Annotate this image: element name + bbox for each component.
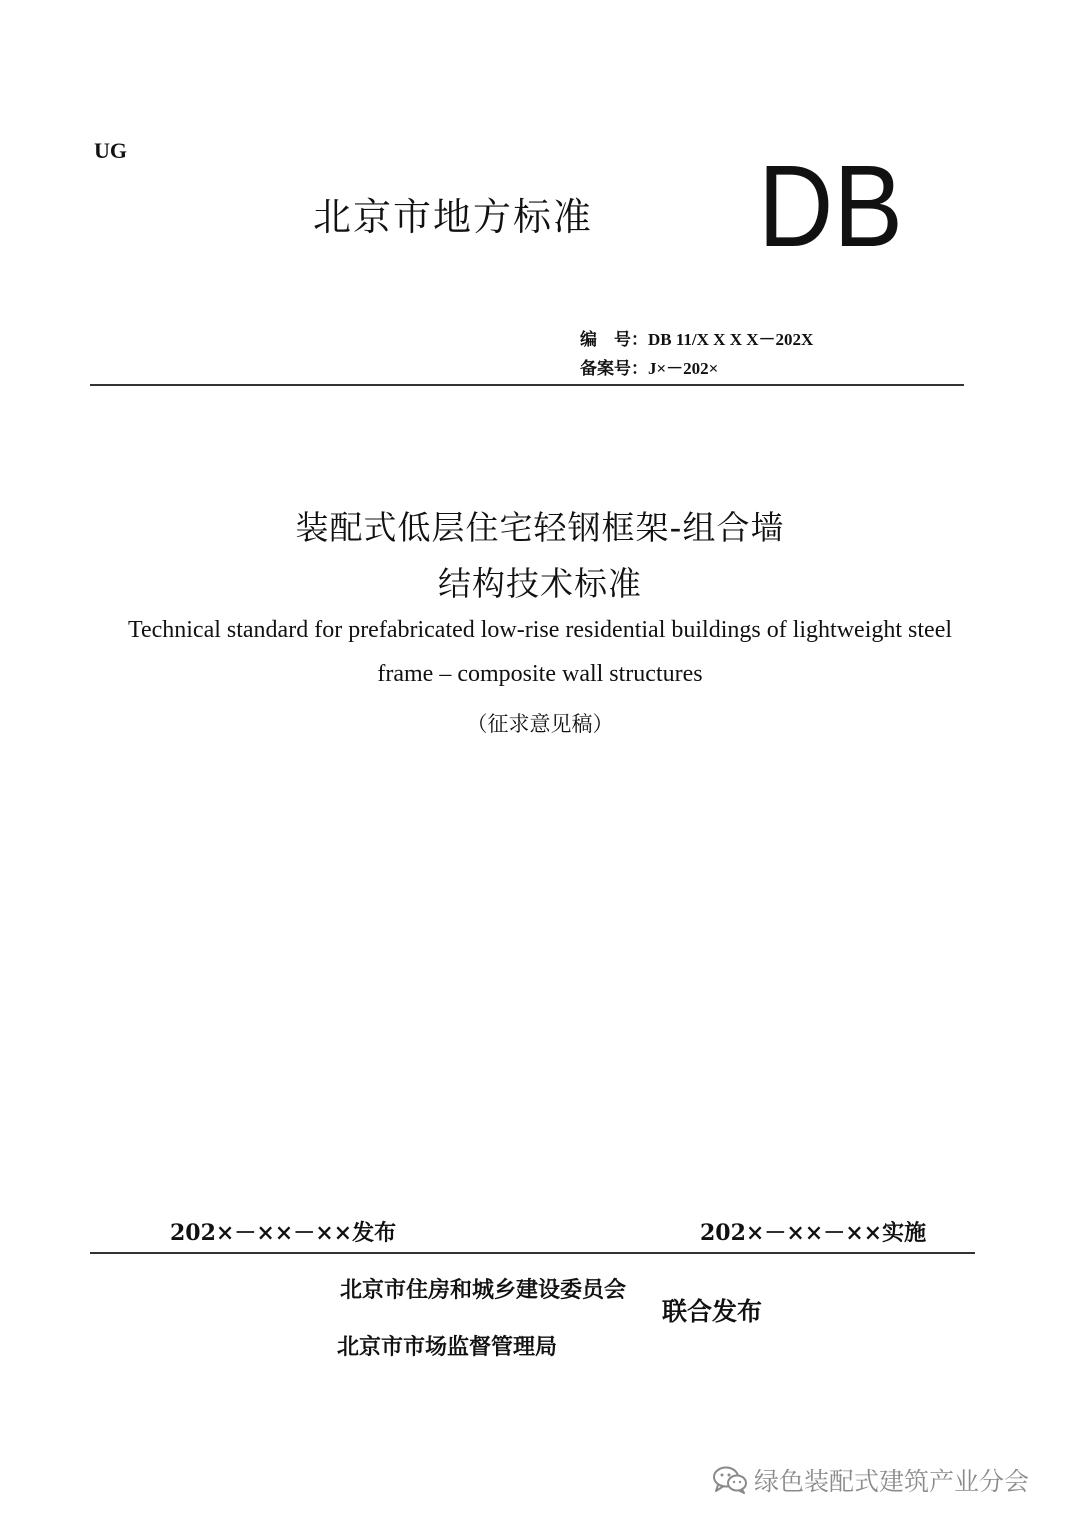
wechat-watermark — [712, 1462, 1029, 1498]
issue-date: 202×－××－××发布 — [170, 1220, 397, 1246]
joint-issue-label: 联合发布 — [662, 1297, 763, 1326]
record-number — [580, 354, 718, 379]
issuer-market-regulation: 北京市市场监督管理局 — [337, 1334, 558, 1360]
issuer-housing-commission: 北京市住房和城乡建设委员会 — [340, 1277, 627, 1303]
standard-type-title: 北京市地方标准 — [313, 195, 594, 239]
wechat-icon — [712, 1466, 748, 1494]
ics-code: UG — [94, 138, 127, 163]
bottom-divider — [90, 1252, 975, 1254]
top-divider — [90, 384, 964, 386]
db-mark: DB — [758, 141, 904, 271]
title-en-line1: Technical standard for prefabricated low-rise residential buildings of lightweight steel — [127, 617, 953, 643]
record-number-label: 备案号： — [580, 359, 648, 379]
standard-code-label: 编 号： — [580, 330, 648, 350]
implementation-date: 202×－××－××实施 — [700, 1220, 927, 1246]
watermark-text: 绿色装配式建筑产业分会 — [754, 1467, 1030, 1496]
title-zh-line1: 装配式低层住宅轻钢框架-组合墙 — [295, 508, 785, 547]
title-en-line2: frame – composite wall structures — [377, 661, 703, 687]
standard-code-value: DB 11/X X X X－202X — [648, 330, 814, 349]
standard-code — [580, 325, 813, 350]
title-zh-line2: 结构技术标准 — [438, 564, 642, 603]
draft-note: （征求意见稿） — [466, 712, 614, 736]
record-number-value: J×－202× — [648, 359, 719, 378]
